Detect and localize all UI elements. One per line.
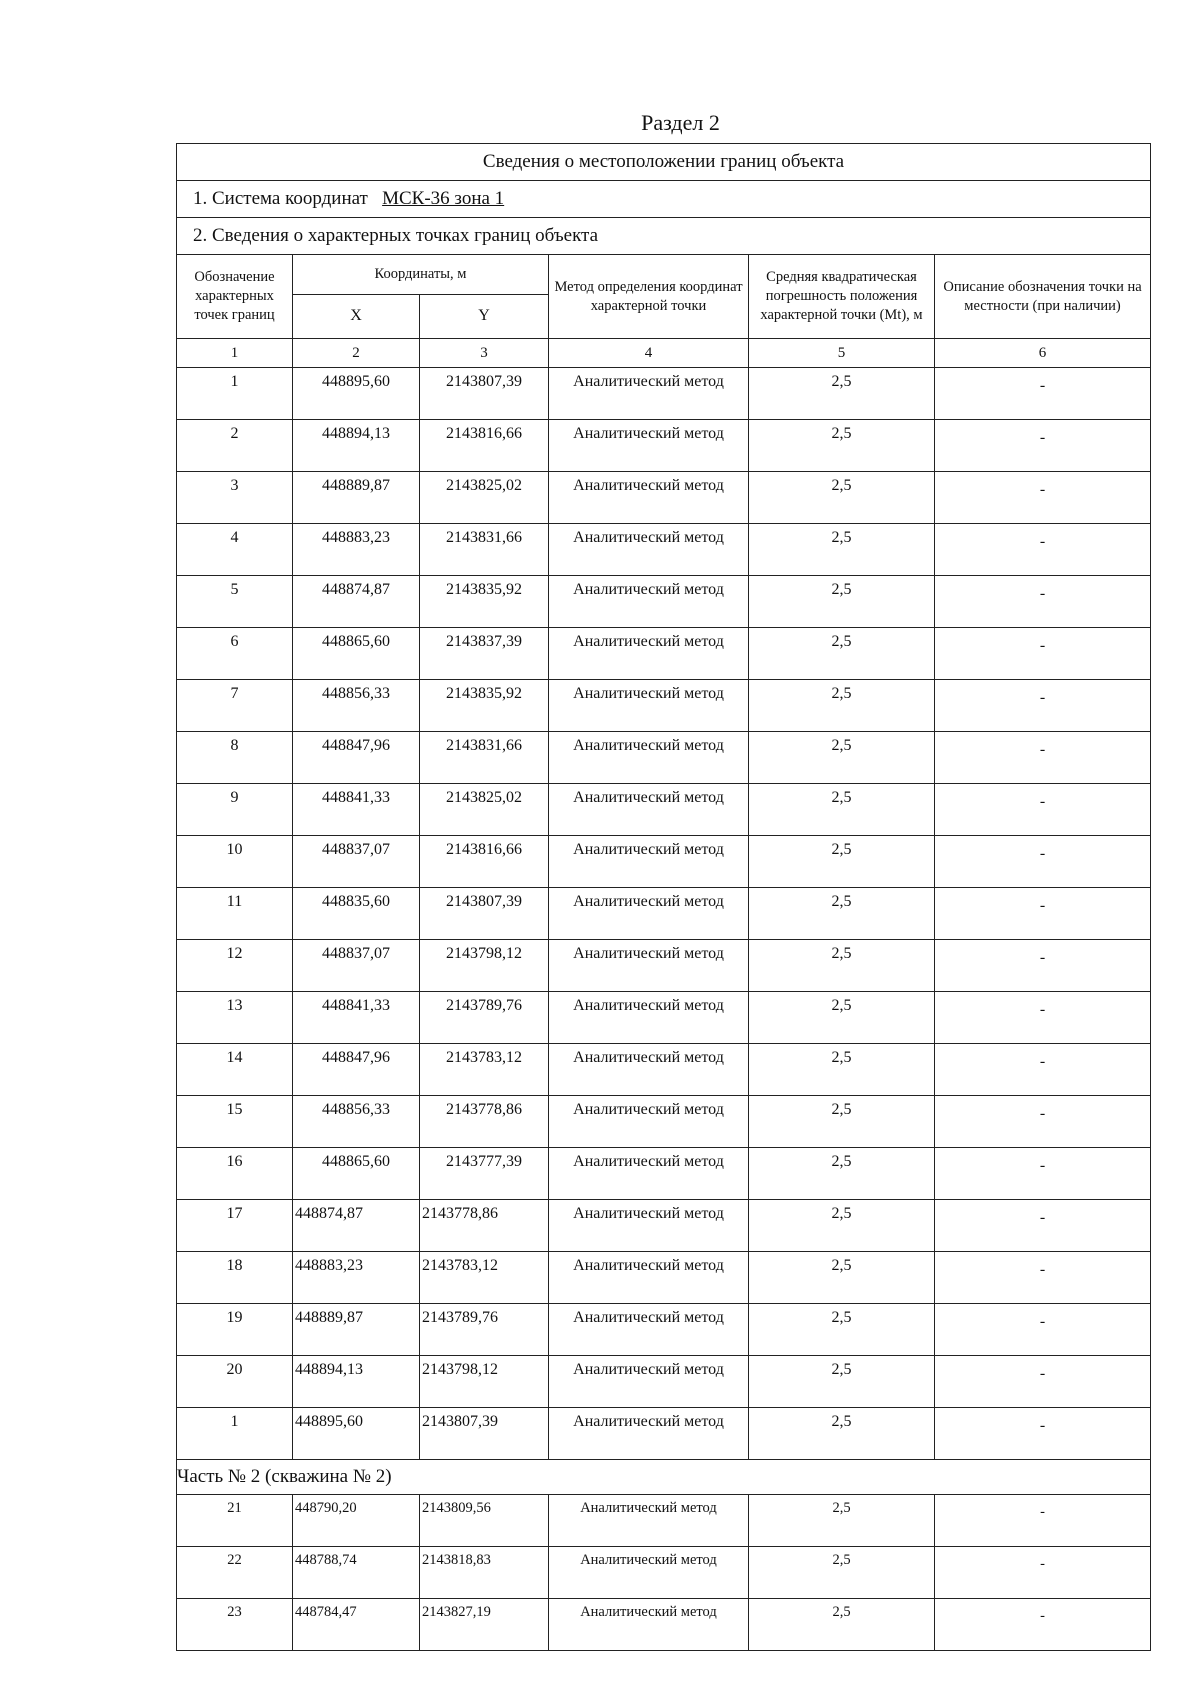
error-cell: 2,5: [749, 888, 935, 940]
header-x: X: [293, 295, 420, 339]
description-cell: -: [935, 524, 1151, 576]
table-row: [177, 524, 1151, 576]
table-row: [177, 1304, 1151, 1356]
y-coordinate-cell: 2143807,39: [420, 368, 549, 420]
error-cell: 2,5: [749, 680, 935, 732]
error-cell: 2,5: [749, 1044, 935, 1096]
point-id-cell: 4: [177, 524, 293, 576]
y-coordinate-cell: 2143789,76: [420, 992, 549, 1044]
table-row: [177, 628, 1151, 680]
description-cell: -: [935, 732, 1151, 784]
x-coordinate-cell: 448841,33: [293, 992, 420, 1044]
x-coordinate-cell: 448894,13: [293, 420, 420, 472]
error-cell: 2,5: [749, 628, 935, 680]
column-numbers-row: [177, 339, 1151, 368]
x-coordinate-cell: 448894,13: [293, 1356, 420, 1408]
table-row: [177, 940, 1151, 992]
header-description: Описание обозначения точки на местности (при наличии): [935, 255, 1151, 339]
table-row: [177, 888, 1151, 940]
table-row: [177, 992, 1151, 1044]
table-row: [177, 1096, 1151, 1148]
point-id-cell: 23: [177, 1599, 293, 1651]
table-row: [177, 1599, 1151, 1651]
header-method: Метод определения координат характерной точки: [549, 255, 749, 339]
y-coordinate-cell: 2143816,66: [420, 836, 549, 888]
description-cell: -: [935, 576, 1151, 628]
x-coordinate-cell: 448856,33: [293, 1096, 420, 1148]
point-id-cell: 18: [177, 1252, 293, 1304]
x-coordinate-cell: 448788,74: [293, 1547, 420, 1599]
header-y: Y: [420, 295, 549, 339]
y-coordinate-cell: 2143827,19: [420, 1599, 549, 1651]
method-cell: Аналитический метод: [549, 472, 749, 524]
table-row: [177, 732, 1151, 784]
coord-system-value: МСК-36 зона 1: [382, 188, 505, 209]
header-point-id: Обозначение характерных точек границ: [177, 255, 293, 339]
y-coordinate-cell: 2143835,92: [420, 576, 549, 628]
y-coordinate-cell: 2143807,39: [420, 888, 549, 940]
header-coords: Координаты, м: [293, 255, 549, 295]
table-row: [177, 368, 1151, 420]
points-heading: 2. Сведения о характерных точках границ объекта: [177, 218, 1151, 255]
error-cell: 2,5: [749, 836, 935, 888]
description-cell: -: [935, 1044, 1151, 1096]
description-cell: -: [935, 1200, 1151, 1252]
error-cell: 2,5: [749, 420, 935, 472]
table-row: [177, 1547, 1151, 1599]
method-cell: Аналитический метод: [549, 1252, 749, 1304]
method-cell: Аналитический метод: [549, 1148, 749, 1200]
page-title: Раздел 2: [641, 110, 720, 135]
table-row: [177, 680, 1151, 732]
y-coordinate-cell: 2143825,02: [420, 472, 549, 524]
point-id-cell: 15: [177, 1096, 293, 1148]
point-id-cell: 5: [177, 576, 293, 628]
banner-coord-row: [177, 181, 1151, 218]
method-cell: Аналитический метод: [549, 732, 749, 784]
column-number: 2: [293, 339, 420, 368]
method-cell: Аналитический метод: [549, 940, 749, 992]
error-cell: 2,5: [749, 524, 935, 576]
method-cell: Аналитический метод: [549, 576, 749, 628]
column-number: 3: [420, 339, 549, 368]
error-cell: 2,5: [749, 1495, 935, 1547]
description-cell: -: [935, 628, 1151, 680]
x-coordinate-cell: 448889,87: [293, 1304, 420, 1356]
description-cell: -: [935, 1356, 1151, 1408]
method-cell: Аналитический метод: [549, 368, 749, 420]
method-cell: Аналитический метод: [549, 1044, 749, 1096]
x-coordinate-cell: 448841,33: [293, 784, 420, 836]
column-number: 6: [935, 339, 1151, 368]
method-cell: Аналитический метод: [549, 1408, 749, 1460]
point-id-cell: 17: [177, 1200, 293, 1252]
table-row: [177, 1200, 1151, 1252]
y-coordinate-cell: 2143798,12: [420, 1356, 549, 1408]
table-row: [177, 1044, 1151, 1096]
point-id-cell: 2: [177, 420, 293, 472]
method-cell: Аналитический метод: [549, 1096, 749, 1148]
description-cell: -: [935, 1547, 1151, 1599]
description-cell: -: [935, 680, 1151, 732]
error-cell: 2,5: [749, 1200, 935, 1252]
table-row: [177, 836, 1151, 888]
description-cell: -: [935, 472, 1151, 524]
description-cell: -: [935, 940, 1151, 992]
error-cell: 2,5: [749, 1148, 935, 1200]
y-coordinate-cell: 2143831,66: [420, 732, 549, 784]
error-cell: 2,5: [749, 1304, 935, 1356]
point-id-cell: 3: [177, 472, 293, 524]
point-id-cell: 21: [177, 1495, 293, 1547]
part2-heading-row: [177, 1460, 1151, 1495]
method-cell: Аналитический метод: [549, 524, 749, 576]
column-number: 5: [749, 339, 935, 368]
error-cell: 2,5: [749, 576, 935, 628]
table-row: [177, 1356, 1151, 1408]
coord-system: [177, 181, 1151, 218]
point-id-cell: 7: [177, 680, 293, 732]
description-cell: -: [935, 1148, 1151, 1200]
y-coordinate-cell: 2143809,56: [420, 1495, 549, 1547]
point-id-cell: 6: [177, 628, 293, 680]
y-coordinate-cell: 2143818,83: [420, 1547, 549, 1599]
y-coordinate-cell: 2143798,12: [420, 940, 549, 992]
column-number: 4: [549, 339, 749, 368]
y-coordinate-cell: 2143778,86: [420, 1096, 549, 1148]
error-cell: 2,5: [749, 992, 935, 1044]
point-id-cell: 9: [177, 784, 293, 836]
point-id-cell: 1: [177, 368, 293, 420]
method-cell: Аналитический метод: [549, 1304, 749, 1356]
description-cell: -: [935, 836, 1151, 888]
boundary-points-table: [176, 143, 1151, 1651]
banner-points-row: [177, 218, 1151, 255]
section-title: Сведения о местоположении границ объекта: [177, 144, 1151, 181]
description-cell: -: [935, 368, 1151, 420]
y-coordinate-cell: 2143783,12: [420, 1044, 549, 1096]
error-cell: 2,5: [749, 368, 935, 420]
method-cell: Аналитический метод: [549, 1599, 749, 1651]
description-cell: -: [935, 420, 1151, 472]
x-coordinate-cell: 448784,47: [293, 1599, 420, 1651]
method-cell: Аналитический метод: [549, 680, 749, 732]
part2-body: [177, 1495, 1151, 1651]
table-row: [177, 420, 1151, 472]
part2-heading: Часть № 2 (скважина № 2): [177, 1460, 1151, 1495]
x-coordinate-cell: 448874,87: [293, 576, 420, 628]
y-coordinate-cell: 2143825,02: [420, 784, 549, 836]
x-coordinate-cell: 448865,60: [293, 628, 420, 680]
description-cell: -: [935, 1304, 1151, 1356]
table-row: [177, 1148, 1151, 1200]
point-id-cell: 12: [177, 940, 293, 992]
point-id-cell: 16: [177, 1148, 293, 1200]
method-cell: Аналитический метод: [549, 1547, 749, 1599]
method-cell: Аналитический метод: [549, 1200, 749, 1252]
x-coordinate-cell: 448856,33: [293, 680, 420, 732]
banner-title-row: [177, 144, 1151, 181]
x-coordinate-cell: 448847,96: [293, 732, 420, 784]
table-row: [177, 784, 1151, 836]
error-cell: 2,5: [749, 732, 935, 784]
error-cell: 2,5: [749, 1096, 935, 1148]
y-coordinate-cell: 2143807,39: [420, 1408, 549, 1460]
point-id-cell: 19: [177, 1304, 293, 1356]
y-coordinate-cell: 2143789,76: [420, 1304, 549, 1356]
table-row: [177, 576, 1151, 628]
error-cell: 2,5: [749, 472, 935, 524]
method-cell: Аналитический метод: [549, 836, 749, 888]
description-cell: -: [935, 784, 1151, 836]
table-row: [177, 1408, 1151, 1460]
x-coordinate-cell: 448847,96: [293, 1044, 420, 1096]
column-number: 1: [177, 339, 293, 368]
method-cell: Аналитический метод: [549, 1356, 749, 1408]
y-coordinate-cell: 2143778,86: [420, 1200, 549, 1252]
x-coordinate-cell: 448895,60: [293, 1408, 420, 1460]
point-id-cell: 22: [177, 1547, 293, 1599]
x-coordinate-cell: 448837,07: [293, 940, 420, 992]
method-cell: Аналитический метод: [549, 420, 749, 472]
method-cell: Аналитический метод: [549, 784, 749, 836]
point-id-cell: 20: [177, 1356, 293, 1408]
y-coordinate-cell: 2143835,92: [420, 680, 549, 732]
error-cell: 2,5: [749, 1408, 935, 1460]
table-row: [177, 1252, 1151, 1304]
method-cell: Аналитический метод: [549, 628, 749, 680]
error-cell: 2,5: [749, 1599, 935, 1651]
x-coordinate-cell: 448889,87: [293, 472, 420, 524]
y-coordinate-cell: 2143831,66: [420, 524, 549, 576]
x-coordinate-cell: 448790,20: [293, 1495, 420, 1547]
x-coordinate-cell: 448865,60: [293, 1148, 420, 1200]
error-cell: 2,5: [749, 1252, 935, 1304]
description-cell: -: [935, 1252, 1151, 1304]
error-cell: 2,5: [749, 1547, 935, 1599]
point-id-cell: 8: [177, 732, 293, 784]
y-coordinate-cell: 2143816,66: [420, 420, 549, 472]
coord-system-label: 1. Система координат: [193, 188, 368, 209]
error-cell: 2,5: [749, 784, 935, 836]
method-cell: Аналитический метод: [549, 888, 749, 940]
error-cell: 2,5: [749, 1356, 935, 1408]
description-cell: -: [935, 992, 1151, 1044]
description-cell: -: [935, 1096, 1151, 1148]
description-cell: -: [935, 1495, 1151, 1547]
description-cell: -: [935, 1599, 1151, 1651]
point-id-cell: 1: [177, 1408, 293, 1460]
method-cell: Аналитический метод: [549, 1495, 749, 1547]
table-row: [177, 1495, 1151, 1547]
y-coordinate-cell: 2143783,12: [420, 1252, 549, 1304]
x-coordinate-cell: 448895,60: [293, 368, 420, 420]
header-row-1: [177, 255, 1151, 295]
x-coordinate-cell: 448874,87: [293, 1200, 420, 1252]
x-coordinate-cell: 448883,23: [293, 1252, 420, 1304]
x-coordinate-cell: 448883,23: [293, 524, 420, 576]
part1-body: [177, 368, 1151, 1460]
x-coordinate-cell: 448835,60: [293, 888, 420, 940]
point-id-cell: 11: [177, 888, 293, 940]
x-coordinate-cell: 448837,07: [293, 836, 420, 888]
description-cell: -: [935, 1408, 1151, 1460]
point-id-cell: 14: [177, 1044, 293, 1096]
description-cell: -: [935, 888, 1151, 940]
error-cell: 2,5: [749, 940, 935, 992]
point-id-cell: 10: [177, 836, 293, 888]
point-id-cell: 13: [177, 992, 293, 1044]
y-coordinate-cell: 2143837,39: [420, 628, 549, 680]
method-cell: Аналитический метод: [549, 992, 749, 1044]
header-error: Средняя квадратическая погрешность положения характерной точки (Mt), м: [749, 255, 935, 339]
y-coordinate-cell: 2143777,39: [420, 1148, 549, 1200]
table-row: [177, 472, 1151, 524]
